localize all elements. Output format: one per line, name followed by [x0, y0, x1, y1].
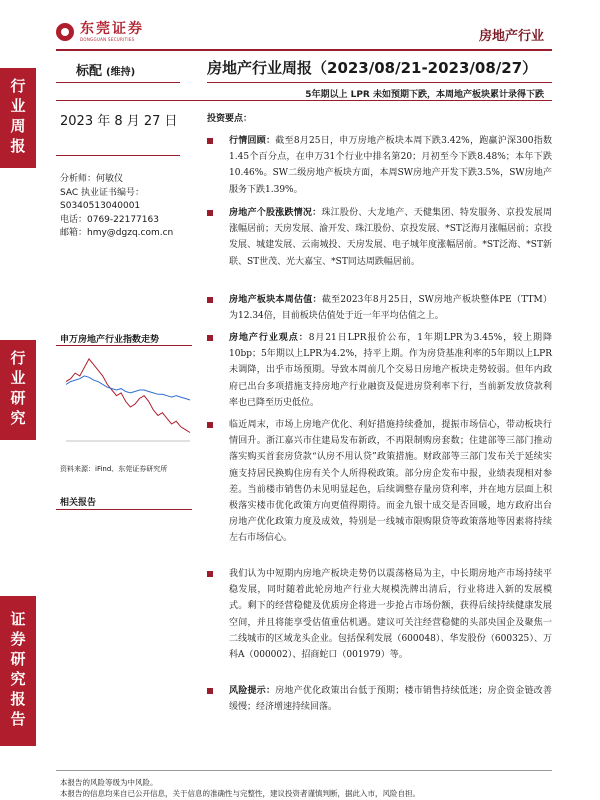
index-trend-chart: [60, 343, 194, 453]
logo-mark-icon: [56, 23, 74, 41]
analyst-sac-number: S0340513040001: [60, 201, 141, 211]
logo-english: DONGGUAN SECURITIES: [80, 37, 135, 42]
series-line-1: [66, 376, 190, 400]
series-line-0: [66, 359, 190, 433]
bullet-stock-moves: 房地产个股涨跌情况：珠江股份、大龙地产、天健集团、特发服务、京投发展周涨幅居前；天房发展、渝开发、珠江股份、京投发展、*ST泛海月涨幅居前；京投发展、城建发展、云南城投、天房发展、电子城年度涨幅居前。*ST泛海、*ST新联、ST世茂、光大嘉宝、*ST同达周跌幅居前。: [207, 205, 552, 270]
report-subtitle: 5年期以上 LPR 未如预期下跌，本周地产板块累计录得下跌: [305, 90, 544, 100]
bullet-marker-icon: [207, 297, 213, 303]
industry-label: 房地产行业: [478, 29, 544, 44]
report-date: 2023 年 8 月 27 日: [60, 114, 178, 129]
subtitle-divider: [56, 100, 552, 101]
analyst-email: 邮箱：hmy@dgzq.com.cn: [60, 228, 174, 238]
rating-note: (维持): [106, 67, 136, 78]
bullet-marker-icon: [207, 688, 213, 694]
analyst-info: [60, 173, 173, 241]
bullet-market-news: 临近周末，市场上房地产优化、利好措施持续叠加，提振市场信心，带动板块行情回升。浙江嘉兴市住建局发布新政，不再限制购房套数；住建部等三部门推动落实购买首套房贷款“认房不用认贷”政策措施。财政部等三部门发布关于延续实施支持居民换购住房有关个人所得税政策。部分房企发布中报，业绩表现相对参差。当前楼市销售仍未见明显起色，后续调整存量房贷利率，并在地方层面上积极落实楼市优化政策方向更值得期待。而金九银十成交是否回暖，地方政府出台房地产优化政策力度及成效，特别是一线城市限购限贷等政策落地等因素将持续左右市场信心。: [207, 417, 552, 547]
chart-title: 申万房地产行业指数走势: [60, 335, 160, 345]
bullet-outlook: 我们认为中短期内房地产板块走势仍以震荡格局为主，中长期房地产市场持续平稳发展，同时随着此轮房地产行业大规模洗牌出清后，行业将进入新的发展模式。剩下的经营稳健及优质房企将进一步抢占市场份额，获得后续持续健康发展空间，并且将能享受估值重估机遇。建议可关注经营稳健的头部央国企及聚焦一二线城市的区域龙头企业。包括保利发展（600048）、华发股份（600325）、万科A（000002）、招商蛇口（001979）等。: [207, 566, 552, 663]
footer-risk-level: 本报告的风险等级为中风险。: [60, 778, 158, 787]
bullet-marker-icon: [207, 210, 213, 216]
related-reports-heading: 相关报告: [60, 498, 97, 508]
date-divider: [56, 155, 180, 156]
bullet-industry-view: 房地产行业观点：8月21日LPR报价公布，1年期LPR为3.45%，较上期降10bp；5年期以上LPR为4.2%，持平上期。作为房贷基准利率的5年期以上LPR未调降，出乎市场预期。导致本周前几个交易日房地产板块走势较弱。但年内政府已出台多项措施支持房地产行业融资及促进房贷利率下行，当前新发放贷款利率也已降至历史低位。: [207, 330, 552, 411]
bullet-marker-icon: [207, 422, 213, 428]
company-logo: [56, 22, 144, 42]
bullet-valuation: 房地产板块本周估值：截至2023年8月25日，SW房地产板块整体PE（TTM）为12.34倍，目前板块估值处于近一年平均估值之上。: [207, 292, 552, 324]
sidebar-tab-research: 行业研究: [0, 340, 36, 440]
bullet-market-review: 行情回顾：截至8月25日，申万房地产板块本周下跌3.42%，跑赢沪深300指数1.45个百分点，在申万31个行业中排名第20；月初至今下跌8.48%；本年下跌10.46%。SW二级房地产板块方面，本周SW房地产开发下跌3.5%，SW房地产服务下跌1.39%。: [207, 133, 552, 198]
rating: 标配 (维持): [76, 64, 136, 79]
sidebar-tab-report: 证券研究报告: [0, 596, 36, 746]
sidebar-tab-weekly: 行业周报: [0, 68, 36, 168]
footer-divider: [56, 770, 552, 771]
analyst-name: 分析师：何敏仪: [60, 174, 124, 184]
section-title: 投资要点：: [207, 114, 253, 124]
bullet-risk: 风险提示：房地产优化政策出台低于预期；楼市销售持续低迷；房企资金链改善缓慢；经济增速持续回落。: [207, 683, 552, 715]
analyst-phone: 电话：0769-22177163: [60, 214, 159, 225]
logo-name: 东莞证券: [80, 21, 144, 37]
footer-source-note: 本报告的信息均来自已公开信息，关于信息的准确性与完整性，建议投资者谨慎判断，据此入市，风险自担。: [60, 789, 420, 798]
report-title: 房地产行业周报（2023/08/21-2023/08/27）: [207, 59, 538, 77]
related-divider: [56, 509, 192, 510]
bullet-marker-icon: [207, 571, 213, 577]
footer-disclaimer: [60, 777, 420, 799]
rating-divider: [56, 82, 180, 83]
chart-source: 资料来源：iFind、东莞证券研究所: [60, 465, 168, 473]
bullet-marker-icon: [207, 138, 213, 144]
title-divider: [207, 82, 552, 83]
bullet-marker-icon: [207, 335, 213, 341]
header-divider: [56, 49, 552, 51]
analyst-sac-label: SAC 执业证书编号：: [60, 187, 145, 198]
